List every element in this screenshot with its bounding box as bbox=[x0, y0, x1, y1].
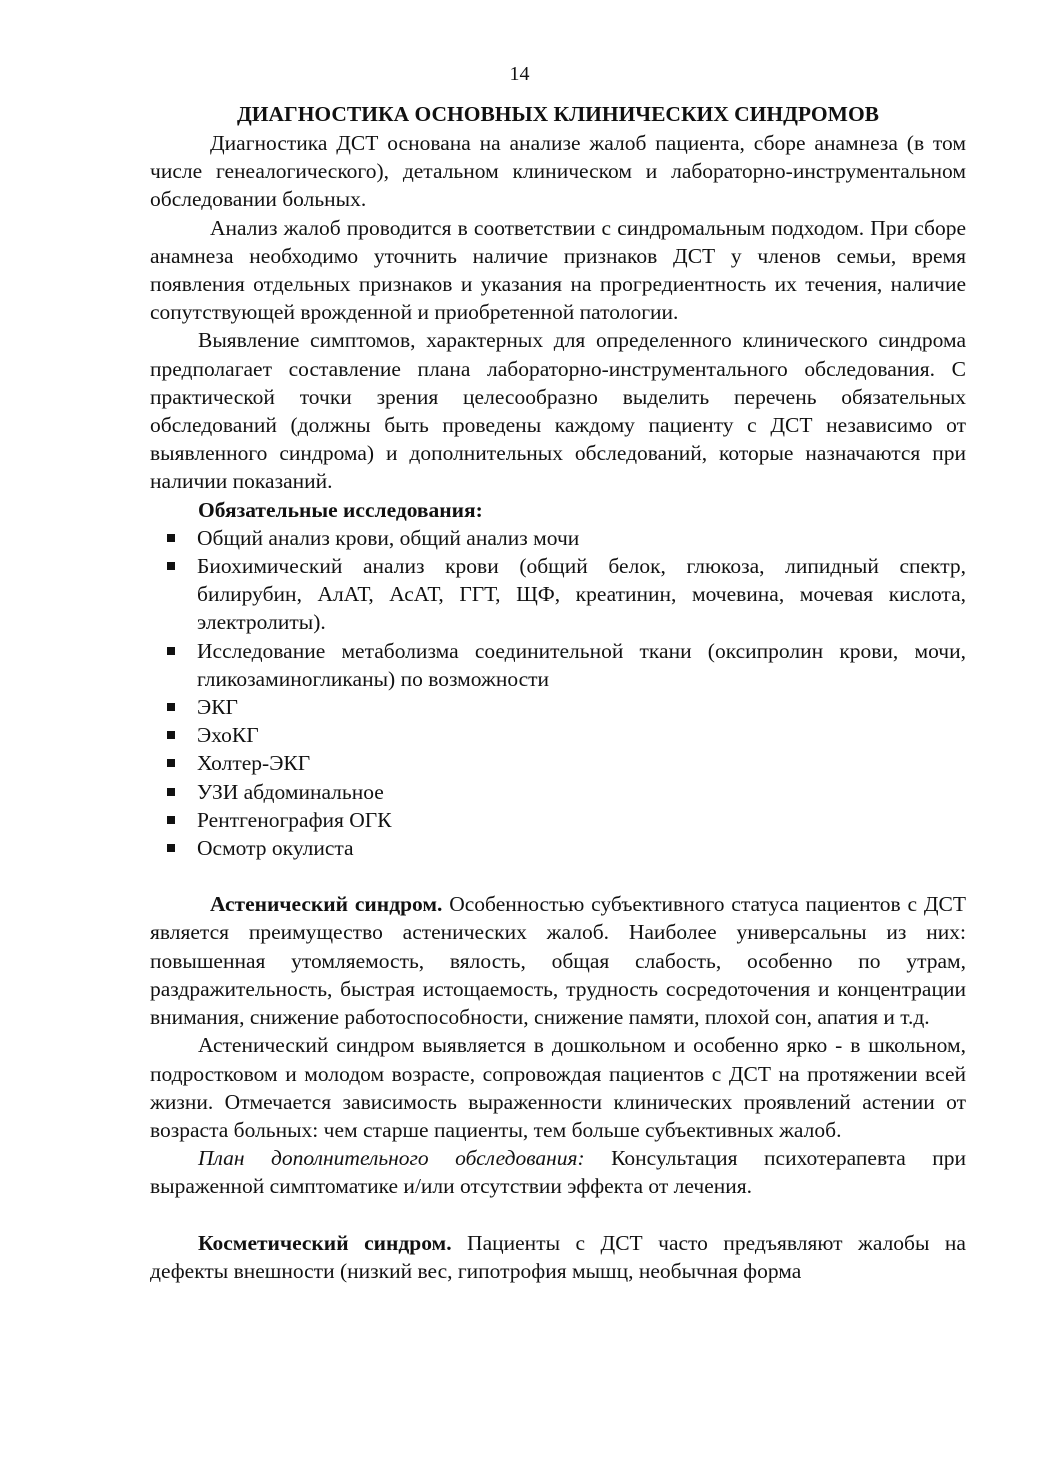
square-bullet-icon bbox=[167, 731, 175, 739]
plan-label: План дополнительного обследования: bbox=[198, 1146, 585, 1171]
list-item: Рентгенография ОГК bbox=[150, 806, 966, 834]
asthenic-paragraph-1: Астенический синдром. Особенностью субъективного статуса пациентов с ДСТ является преимущество астенических жалоб. Наиболее универсальны из них: повышенная утомляемость, вялость, общая слабость, особенно по утрам, раздражительность, быстрая истощаемость, трудность сосредоточения и концентрации внимания, снижение работоспособности, снижение памяти, плохой сон, апатия и т.д. bbox=[150, 892, 967, 1030]
body-text bbox=[150, 129, 966, 1285]
mandatory-heading: Обязательные исследования: bbox=[198, 497, 483, 522]
list-item: ЭхоКГ bbox=[150, 721, 966, 749]
square-bullet-icon bbox=[167, 647, 175, 655]
square-bullet-icon bbox=[167, 844, 175, 852]
list-item: Исследование метаболизма соединительной ткани (оксипролин крови, мочи, гликозаминогликаны) по возможности bbox=[150, 637, 966, 693]
square-bullet-icon bbox=[167, 759, 175, 767]
asthenic-plan: План дополнительного обследования: Консультация психотерапевта при выраженной симптоматике и/или отсутствии эффекта от лечения. bbox=[150, 1146, 966, 1199]
list-item: ЭКГ bbox=[150, 693, 966, 721]
square-bullet-icon bbox=[167, 534, 175, 542]
intro-paragraph-1: Диагностика ДСТ основана на анализе жалоб пациента, сборе анамнеза (в том числе генеалогического), детальном клиническом и лабораторно-инструментальном обследовании больных. bbox=[150, 131, 966, 212]
cosmetic-paragraph: Косметический синдром. Пациенты с ДСТ часто предъявляют жалобы на дефекты внешности (низкий вес, гипотрофия мышц, необычная форма bbox=[150, 1230, 966, 1283]
list-item: Осмотр окулиста bbox=[150, 834, 966, 862]
asthenic-title: Астенический синдром. bbox=[210, 892, 443, 917]
page-number: 14 bbox=[509, 63, 530, 85]
cosmetic-title: Косметический синдром. bbox=[198, 1230, 452, 1255]
spacer bbox=[150, 862, 966, 890]
square-bullet-icon bbox=[167, 562, 175, 570]
square-bullet-icon bbox=[167, 816, 175, 824]
list-item: Холтер-ЭКГ bbox=[150, 749, 966, 777]
section-heading: ДИАГНОСТИКА ОСНОВНЫХ КЛИНИЧЕСКИХ СИНДРОМОВ bbox=[236, 102, 880, 126]
list-item: Биохимический анализ крови (общий белок, глюкоза, липидный спектр, билирубин, АлАТ, АсАТ, ГГТ, ЩФ, креатинин, мочевина, мочевая кислота, электролиты). bbox=[150, 552, 966, 637]
spacer bbox=[150, 1201, 966, 1229]
list-item: Общий анализ крови, общий анализ мочи bbox=[150, 524, 966, 552]
square-bullet-icon bbox=[167, 703, 175, 711]
list-item: УЗИ абдоминальное bbox=[150, 778, 966, 806]
square-bullet-icon bbox=[167, 788, 175, 796]
intro-paragraph-2: Анализ жалоб проводится в соответствии с синдромальным подходом. При сборе анамнеза необходимо уточнить наличие признаков ДСТ у членов семьи, время появления отдельных признаков и указания на прогредиентность их течения, наличие сопутствующей врожденной и приобретенной патологии. bbox=[150, 215, 966, 325]
intro-paragraph-3: Выявление симптомов, характерных для определенного клинического синдрома предполагает составление плана лабораторно-инструментального обследования. С практической точки зрения целесообразно выделить перечень обязательных обследований (должны быть проведены каждому пациенту с ДСТ независимо от выявленного синдрома) и дополнительных обследований, которые назначаются при наличии показаний. bbox=[150, 328, 966, 494]
asthenic-paragraph-2: Астенический синдром выявляется в дошкольном и особенно ярко - в школьном, подростковом и молодом возрасте, сопровождая пациентов с ДСТ на протяжении всей жизни. Отмечается зависимость выраженности клинических проявлений астении от возраста больных: чем старше пациенты, тем больше субъективных жалоб. bbox=[150, 1033, 966, 1142]
mandatory-list bbox=[150, 524, 966, 862]
